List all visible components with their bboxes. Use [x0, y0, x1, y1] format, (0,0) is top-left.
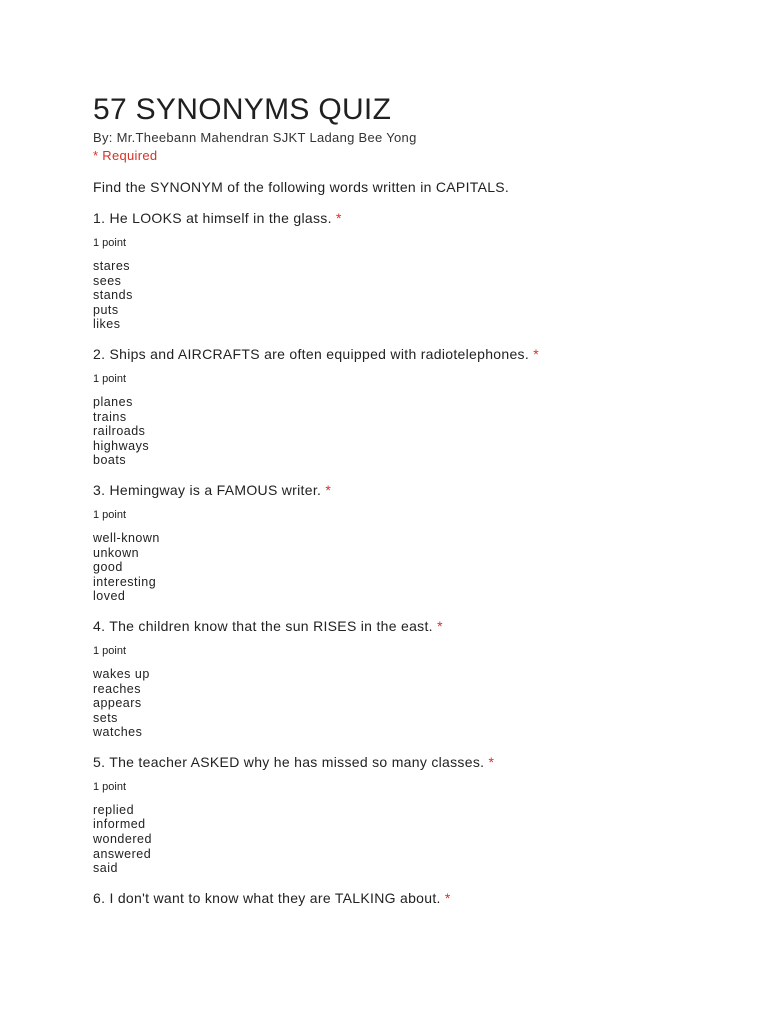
question-2-text: 2. Ships and AIRCRAFTS are often equipped with radiotelephones. [93, 345, 530, 362]
question-3-text: 3. Hemingway is a FAMOUS writer. [93, 481, 322, 498]
author-byline: By: Mr.Theebann Mahendran SJKT Ladang Bee Yong [93, 130, 417, 145]
question-points: 1 point [93, 372, 127, 385]
answer-option[interactable]: well-known [93, 530, 160, 545]
question-4-text: 4. The children know that the sun RISES in the east. [93, 617, 433, 634]
question-5-text: 5. The teacher ASKED why he has missed so many classes. [93, 753, 485, 770]
quiz-instructions: Find the SYNONYM of the following words written in CAPITALS. [93, 179, 510, 195]
required-note: * Required [93, 148, 158, 163]
question-1 [93, 209, 768, 332]
question-text [93, 481, 768, 499]
question-5 [93, 753, 768, 876]
answer-option[interactable]: unkown [93, 545, 140, 560]
answer-option[interactable]: watches [93, 725, 143, 740]
answer-option[interactable]: likes [93, 317, 121, 332]
question-text [93, 209, 768, 227]
answer-option[interactable]: sets [93, 710, 118, 725]
question-points: 1 point [93, 780, 127, 793]
answer-option[interactable]: sees [93, 273, 122, 288]
answer-option[interactable]: reaches [93, 681, 141, 696]
answer-option[interactable]: railroads [93, 424, 146, 439]
answer-option[interactable]: puts [93, 302, 119, 317]
question-text [93, 345, 768, 363]
answer-options [93, 259, 768, 332]
required-asterisk: * [437, 617, 443, 634]
answer-option[interactable]: answered [93, 846, 152, 861]
answer-option[interactable]: replied [93, 802, 135, 817]
answer-option[interactable]: appears [93, 696, 142, 711]
answer-option[interactable]: interesting [93, 574, 157, 589]
answer-option[interactable]: wondered [93, 832, 152, 847]
answer-option[interactable]: said [93, 861, 118, 876]
answer-option[interactable]: informed [93, 817, 146, 832]
question-points: 1 point [93, 237, 127, 249]
answer-options [93, 395, 768, 468]
question-6 [93, 889, 768, 907]
question-points: 1 point [93, 644, 127, 657]
answer-options [93, 531, 768, 604]
required-asterisk: * [325, 481, 332, 498]
required-asterisk: * [336, 210, 342, 226]
required-asterisk: * [533, 345, 539, 362]
answer-option[interactable]: good [93, 560, 123, 575]
question-text [93, 617, 768, 635]
answer-option[interactable]: wakes up [93, 666, 150, 681]
question-6-text: 6. I don't want to know what they are TALKING about. [93, 889, 441, 906]
answer-option[interactable]: stares [93, 259, 131, 273]
question-1-text: 1. He LOOKS at himself in the glass. [93, 210, 332, 226]
required-asterisk: * [444, 889, 451, 906]
answer-option[interactable]: loved [93, 589, 126, 604]
answer-option[interactable]: trains [93, 409, 127, 424]
answer-option[interactable]: stands [93, 288, 133, 303]
answer-option[interactable]: boats [93, 453, 127, 468]
required-asterisk: * [488, 753, 495, 770]
question-3 [93, 481, 768, 604]
question-4 [93, 617, 768, 740]
quiz-title: 57 SYNONYMS QUIZ [93, 93, 392, 126]
question-points: 1 point [93, 508, 127, 521]
question-text [93, 753, 768, 771]
answer-options [93, 667, 768, 740]
answer-option[interactable]: highways [93, 438, 150, 453]
question-2 [93, 345, 768, 468]
answer-options [93, 803, 768, 876]
question-text [93, 889, 768, 907]
answer-option[interactable]: planes [93, 394, 133, 409]
